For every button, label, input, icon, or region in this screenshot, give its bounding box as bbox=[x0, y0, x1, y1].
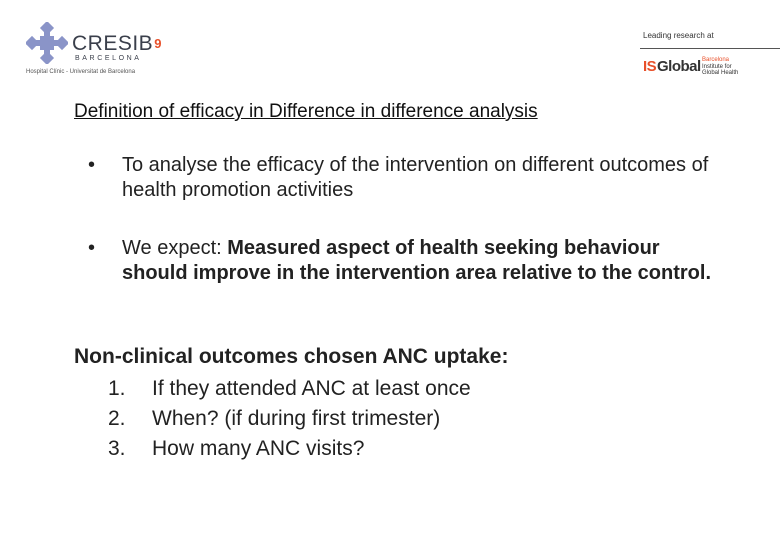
isglobal-logo bbox=[643, 57, 780, 79]
bullet-mark: • bbox=[88, 237, 96, 259]
bullet-mark: • bbox=[88, 154, 96, 176]
bullet-prefix: We expect: bbox=[122, 237, 228, 259]
isglobal-global: Global bbox=[657, 58, 701, 75]
list-item: 1. If they attended ANC at least once bbox=[108, 377, 471, 400]
bullet-bold-text: Measured aspect of health seeking behaviour should improve in the intervention area relative to the control. bbox=[122, 237, 711, 284]
cresib-cross-icon bbox=[26, 22, 68, 64]
header-divider bbox=[640, 48, 780, 49]
outcomes-heading: Non-clinical outcomes chosen ANC uptake: bbox=[74, 345, 509, 368]
bullet-text-expectation bbox=[122, 236, 722, 286]
cresib-city: BARCELONA bbox=[75, 55, 142, 62]
cresib-brand: CRESIB$^9$ bbox=[72, 32, 162, 55]
list-item: 2. When? (if during first trimester) bbox=[108, 407, 441, 430]
cresib-logo bbox=[26, 22, 161, 80]
slide-title: Definition of efficacy in Difference in difference analysis bbox=[74, 101, 538, 122]
bullet-text-efficacy: To analyse the efficacy of the intervention on different outcomes of health promotion activities bbox=[122, 154, 709, 201]
leading-research-label: Leading research at bbox=[643, 31, 714, 40]
isglobal-tagline: Barcelona Institute for Global Health bbox=[702, 57, 739, 76]
outcomes-list bbox=[108, 374, 471, 464]
list-item: 3. How many ANC visits? bbox=[108, 437, 365, 460]
isglobal-is: IS bbox=[643, 58, 657, 75]
cresib-hospital-line: Hospital Clínic - Universitat de Barcelona bbox=[26, 69, 136, 75]
